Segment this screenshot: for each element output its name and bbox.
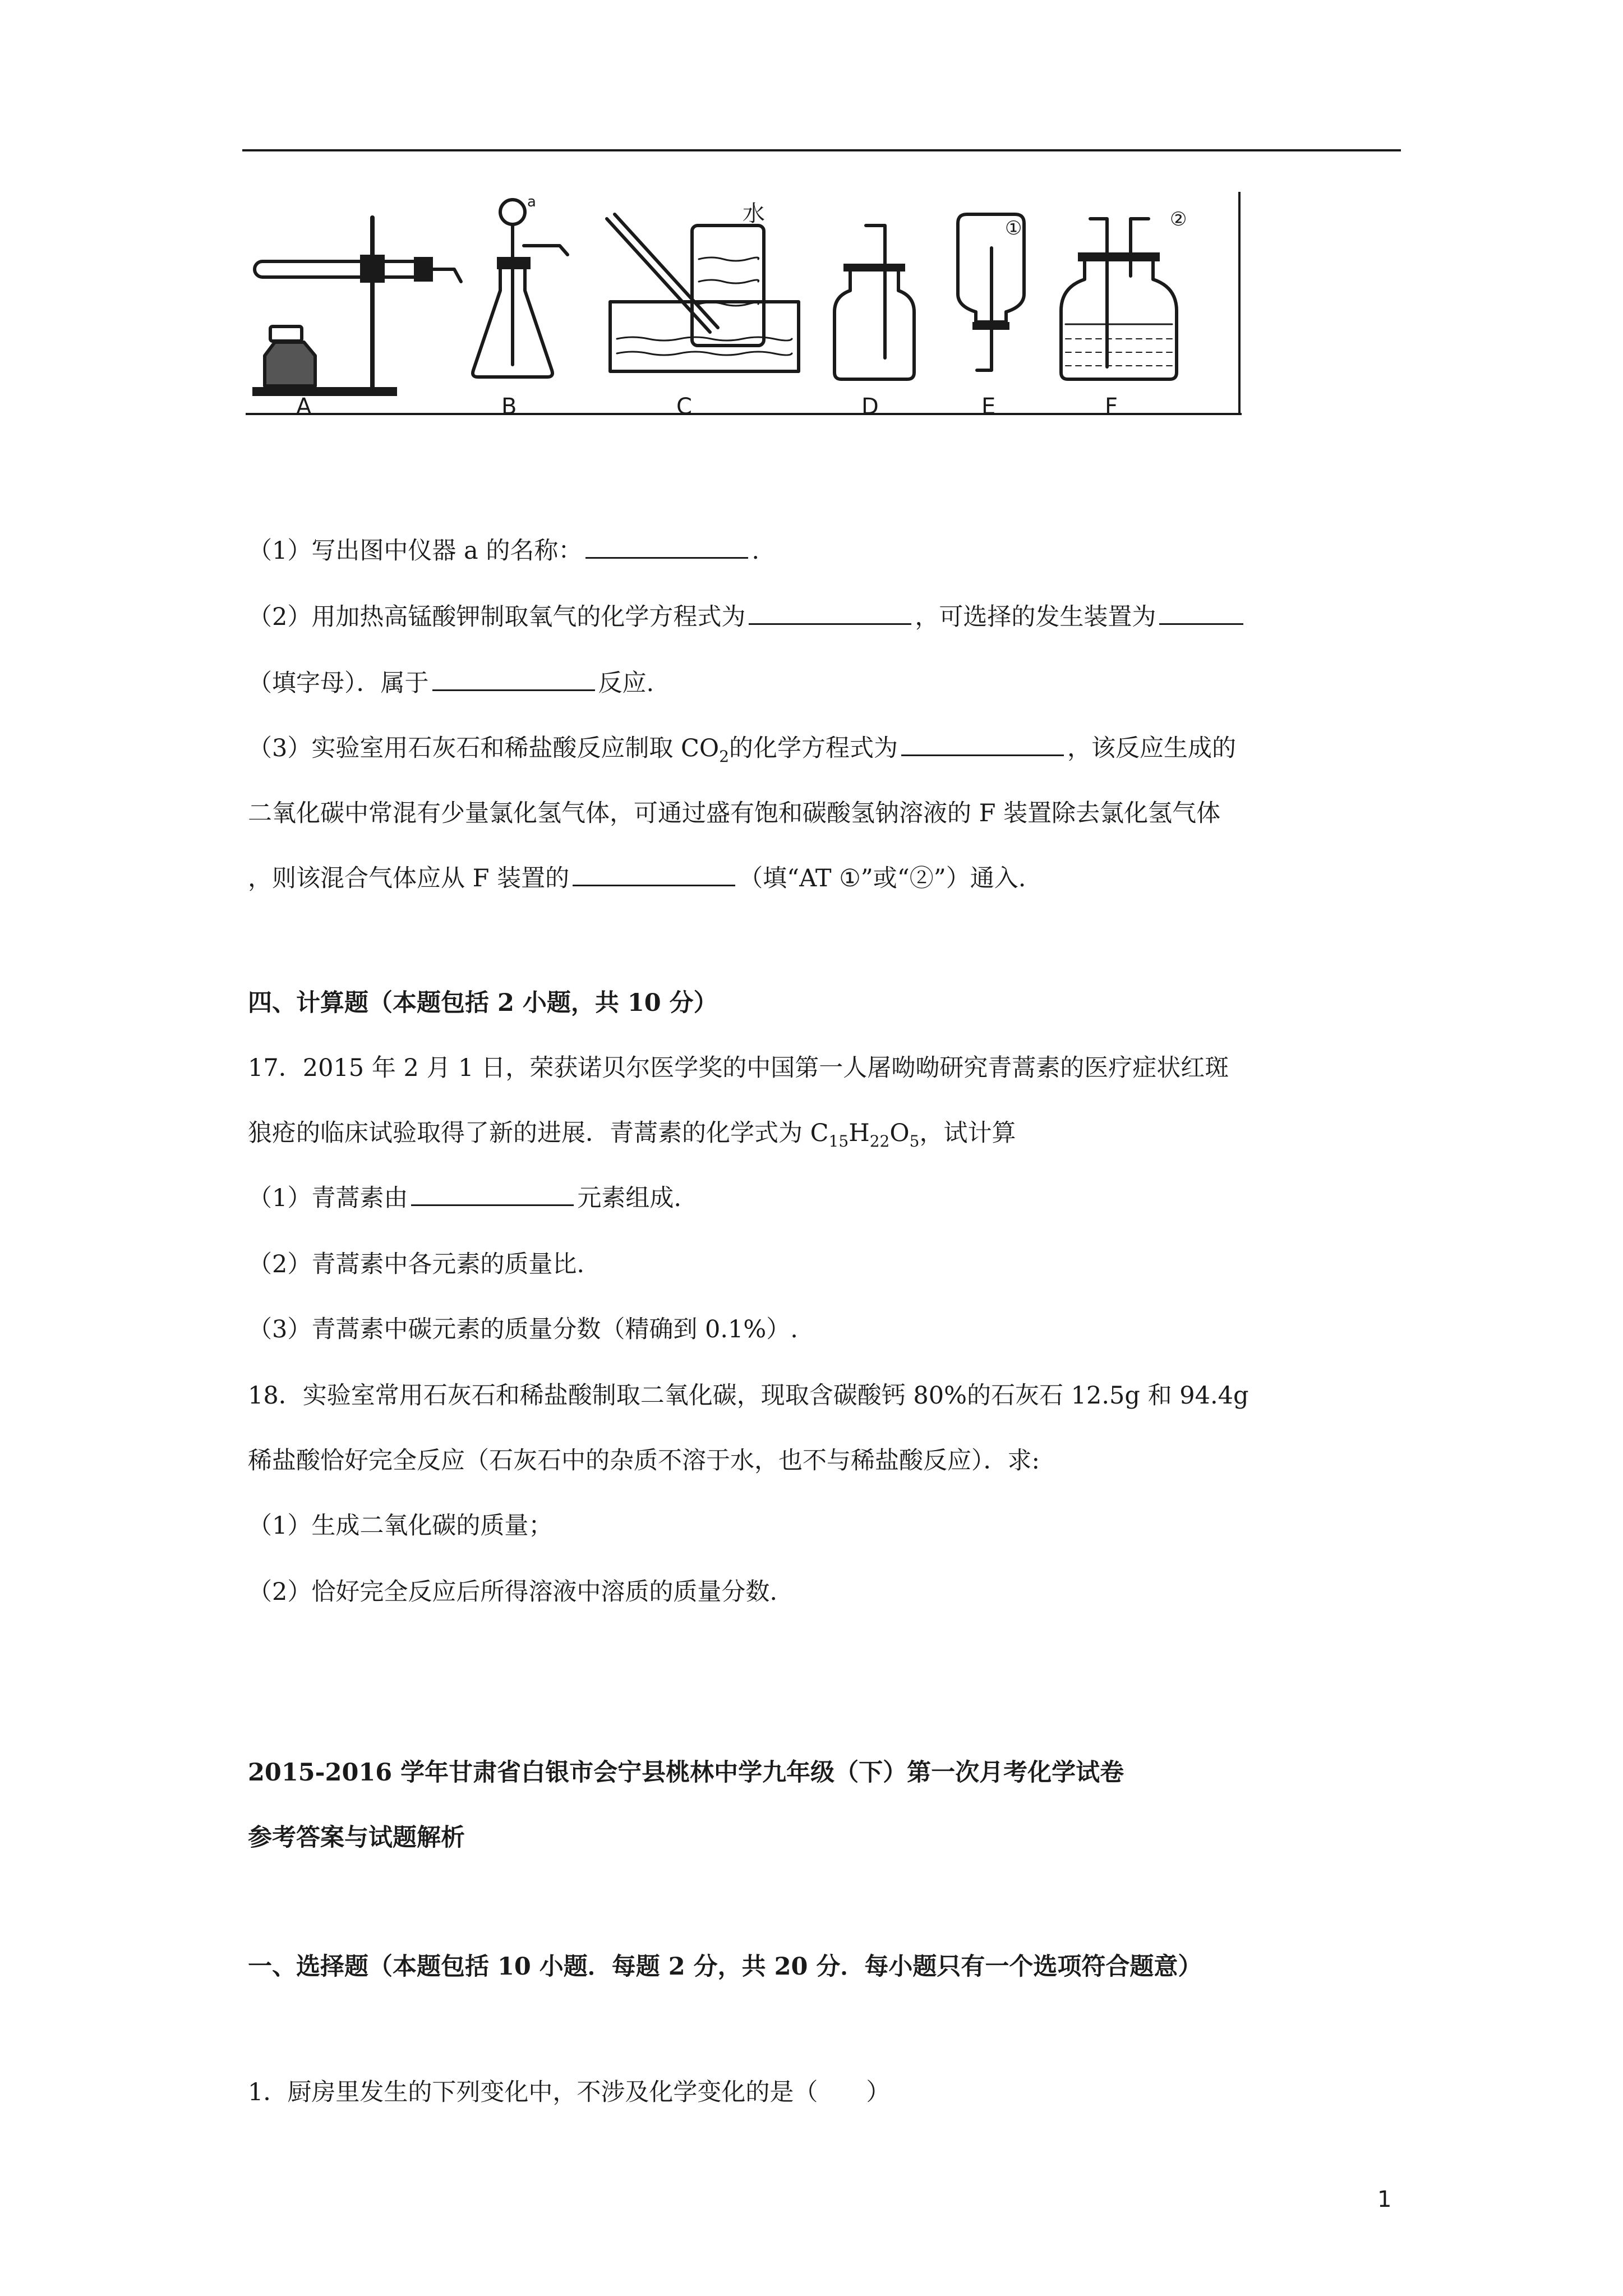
q17-line2: 狼疮的临床试验取得了新的进展．青蒿素的化学式为 $C_{15}H_{22}O_5$，试计算 xyxy=(248,1119,1016,1151)
section-1-heading: 一、选择题（本题包括 10 小题．每题 2 分，共 20 分．每小题只有一个选项符合题意） xyxy=(248,1953,1202,1981)
q16-part3-line2: 二氧化碳中常混有少量氯化氢气体，可通过盛有饱和碳酸氢钠溶液的 F 装置除去氯化氢气体 xyxy=(248,799,1221,827)
page-number: 1 xyxy=(1377,2187,1392,2212)
q17-part2: （2）青蒿素中各元素的质量比. xyxy=(248,1250,585,1278)
label-a: A xyxy=(296,394,312,418)
q1-line: 1．厨房里发生的下列变化中，不涉及化学变化的是（ ） xyxy=(248,2078,891,2106)
q18-part2: （2）恰好完全反应后所得溶液中溶质的质量分数. xyxy=(248,1578,778,1606)
q18-line2: 稀盐酸恰好完全反应（石灰石中的杂质不溶于水，也不与稀盐酸反应）．求: xyxy=(248,1447,1040,1475)
header-rule xyxy=(242,149,1401,151)
answer-blank[interactable] xyxy=(432,667,595,691)
svg-text:②: ② xyxy=(1170,208,1187,231)
apparatus-f xyxy=(1061,208,1187,418)
apparatus-e xyxy=(958,214,1024,418)
answer-blank[interactable] xyxy=(749,601,911,625)
q16-part3-line3: ，则该混合气体应从 F 装置的 （填“AT ①”或“②”）通入. xyxy=(248,862,1026,895)
apparatus-d xyxy=(834,226,914,418)
svg-text:①: ① xyxy=(1005,217,1022,240)
answer-blank[interactable] xyxy=(1159,601,1243,625)
q17-part3: （3）青蒿素中碳元素的质量分数（精确到 0.1%）. xyxy=(248,1315,798,1343)
apparatus-a xyxy=(252,218,461,418)
label-e: E xyxy=(981,394,996,418)
answers-title: 2015-2016 学年甘肃省白银市会宁县桃林中学九年级（下）第一次月考化学试卷 xyxy=(248,1759,1124,1787)
answer-blank[interactable] xyxy=(901,732,1064,756)
q17-part1: （1）青蒿素由 元素组成. xyxy=(248,1181,681,1215)
q16-part2: （2）用加热高锰酸钾制取氧气的化学方程式为 ，可选择的发生装置为 xyxy=(248,600,1247,634)
lab-apparatus-figure xyxy=(246,192,1242,418)
apparatus-b xyxy=(473,194,568,418)
q17-line1: 17．2015 年 2 月 1 日，荣获诺贝尔医学奖的中国第一人屠呦呦研究青蒿素的医疗症状红斑 xyxy=(248,1054,1229,1082)
section-4-heading: 四、计算题（本题包括 2 小题，共 10 分） xyxy=(248,989,718,1017)
q18-part1: （1）生成二氧化碳的质量； xyxy=(248,1512,553,1540)
q16-part3: （3）实验室用石灰石和稀盐酸反应制取 $CO_2$的化学方程式为 ，该反应生成的 xyxy=(248,731,1236,774)
q18-line1: 18．实验室常用石灰石和稀盐酸制取二氧化碳，现取含碳酸钙 80%的石灰石 12.5g 和 94.4g xyxy=(248,1382,1249,1410)
svg-text:水: 水 xyxy=(743,201,765,227)
q16-part1: （1）写出图中仪器 a 的名称： . xyxy=(248,534,759,568)
label-f: F xyxy=(1105,394,1118,418)
label-d: D xyxy=(861,394,879,418)
apparatus-c xyxy=(607,201,799,418)
label-b: B xyxy=(501,394,517,418)
answers-subtitle: 参考答案与试题解析 xyxy=(248,1824,465,1852)
answer-blank[interactable] xyxy=(411,1182,574,1206)
answer-blank[interactable] xyxy=(585,535,748,559)
label-c: C xyxy=(676,394,692,418)
answer-blank[interactable] xyxy=(573,862,735,886)
svg-text:a: a xyxy=(527,194,536,210)
q16-part2-cont: （填字母）．属于 反应. xyxy=(248,666,654,700)
